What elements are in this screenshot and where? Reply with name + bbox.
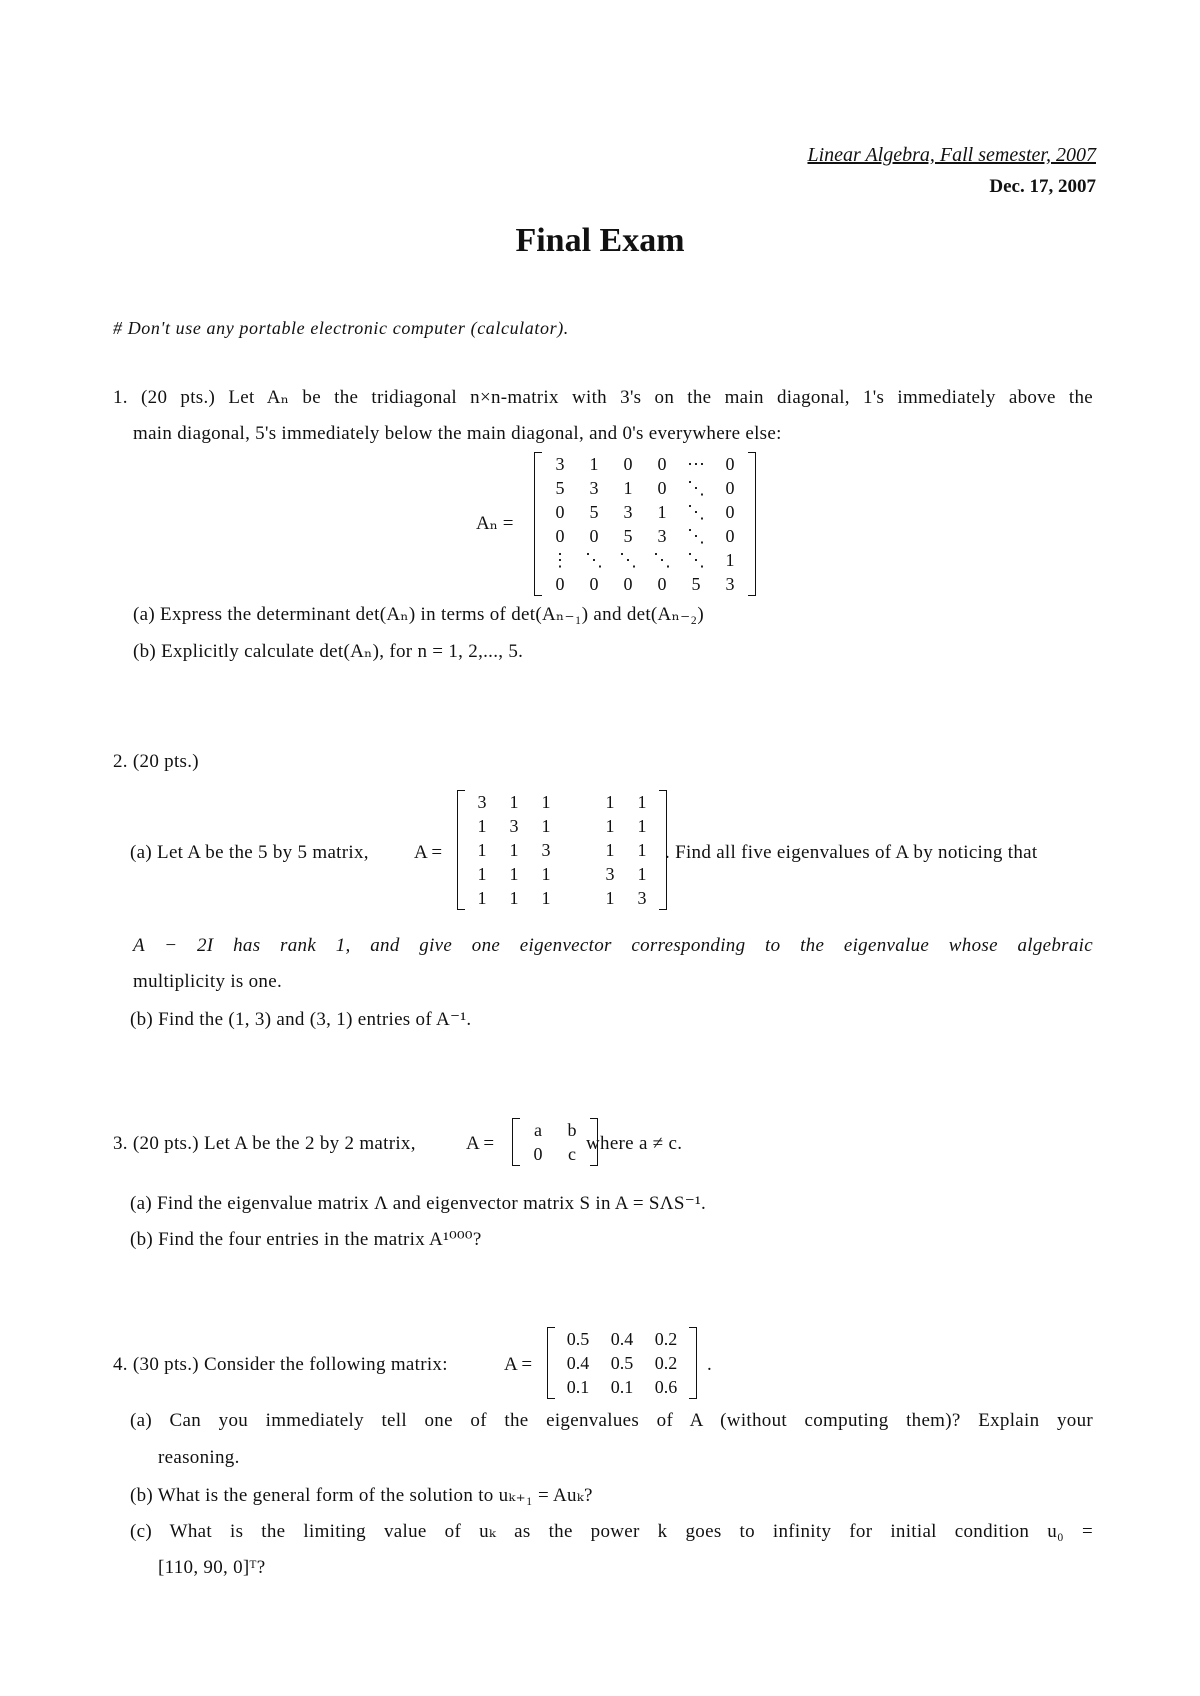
- matrix-cell: 1: [637, 792, 647, 812]
- q2-matrix-table: [466, 790, 658, 910]
- matrix-cell: 1: [623, 478, 633, 498]
- q1-line1: 1. (20 pts.) Let Aₙ be the tridiagonal n×n-matrix with 3's on the main diagonal, 1's immediately above the: [113, 387, 1093, 408]
- q4-matrix: [556, 1327, 688, 1405]
- course-title: Linear Algebra, Fall semester, 2007: [807, 144, 1096, 166]
- matrix-cell: ⋱: [585, 550, 603, 570]
- q2-matrix: [466, 790, 658, 916]
- matrix-cell: 0: [555, 502, 565, 522]
- q3-matrix: [521, 1118, 589, 1172]
- matrix-cell: 5: [555, 478, 565, 498]
- q3-part-a: (a) Find the eigenvalue matrix Λ and eigenvector matrix S in A = SΛS⁻¹.: [130, 1193, 707, 1214]
- matrix-cell: 1: [605, 792, 615, 812]
- matrix-row: [466, 838, 658, 862]
- matrix-row: [521, 1118, 589, 1142]
- matrix-cell: 0.6: [654, 1377, 678, 1397]
- matrix-cell: ⋮: [551, 550, 569, 570]
- matrix-cell: a: [534, 1120, 542, 1140]
- matrix-cell: [562, 838, 594, 862]
- matrix-cell: 0: [555, 526, 565, 546]
- q2-part-a-pre: (a) Let A be the 5 by 5 matrix,: [130, 842, 369, 863]
- q4-matrix-table: [556, 1327, 688, 1399]
- q1-line2: main diagonal, 5's immediately below the main diagonal, and 0's everywhere else:: [133, 423, 782, 444]
- q2-line3: multiplicity is one.: [133, 971, 283, 992]
- matrix-cell: ⋱: [687, 526, 705, 546]
- matrix-cell: 0: [657, 454, 667, 474]
- matrix-cell: 0: [533, 1144, 543, 1164]
- q4-part-c-line1: (c) What is the limiting value of uₖ as the power k goes to infinity for initial condition u₀ =: [130, 1521, 1093, 1542]
- q4-part-b: (b) What is the general form of the solution to uₖ₊₁ = Auₖ?: [130, 1485, 593, 1506]
- matrix-row: [466, 790, 658, 814]
- matrix-cell: 1: [541, 864, 551, 884]
- matrix-cell: 3: [509, 816, 519, 836]
- matrix-row: [466, 862, 658, 886]
- matrix-cell: 0.5: [610, 1353, 634, 1373]
- matrix-cell: ⋱: [687, 478, 705, 498]
- matrix-cell: 1: [477, 840, 487, 860]
- matrix-cell: [562, 862, 594, 886]
- matrix-cell: 5: [691, 574, 701, 594]
- matrix-cell: ⋱: [687, 502, 705, 522]
- matrix-row: [556, 1375, 688, 1399]
- matrix-cell: 0.5: [566, 1329, 590, 1349]
- matrix-cell: 1: [509, 792, 519, 812]
- matrix-cell: 0: [623, 574, 633, 594]
- matrix-cell: 1: [605, 888, 615, 908]
- matrix-cell: 1: [605, 816, 615, 836]
- q3-matrix-table: [521, 1118, 589, 1166]
- bracket-left: [457, 790, 465, 910]
- matrix-cell: 0: [589, 526, 599, 546]
- matrix-row: [543, 548, 747, 572]
- matrix-cell: 0: [725, 454, 735, 474]
- matrix-cell: 0: [657, 478, 667, 498]
- q2-matrix-label: A =: [414, 842, 443, 863]
- matrix-cell: 3: [623, 502, 633, 522]
- matrix-row: [543, 524, 747, 548]
- matrix-cell: 1: [509, 864, 519, 884]
- matrix-cell: ⋱: [687, 550, 705, 570]
- instruction-note: # Don't use any portable electronic computer (calculator).: [113, 318, 569, 338]
- q3-matrix-label: A =: [466, 1133, 495, 1154]
- matrix-cell: 0: [725, 502, 735, 522]
- matrix-cell: 1: [541, 888, 551, 908]
- matrix-cell: 0.1: [566, 1377, 590, 1397]
- exam-date: Dec. 17, 2007: [989, 176, 1096, 197]
- q4-part-a-line1: (a) Can you immediately tell one of the eigenvalues of A (without computing them)? Explain your: [130, 1410, 1093, 1431]
- matrix-cell: 3: [637, 888, 647, 908]
- matrix-cell: 5: [589, 502, 599, 522]
- matrix-cell: 0.4: [610, 1329, 634, 1349]
- q1-matrix: [543, 452, 747, 602]
- page-title: Final Exam: [515, 222, 685, 259]
- matrix-cell: 1: [509, 888, 519, 908]
- bracket-right: [689, 1327, 697, 1399]
- matrix-row: [543, 476, 747, 500]
- matrix-cell: 0: [725, 526, 735, 546]
- matrix-cell: 1: [637, 840, 647, 860]
- q1-part-b: (b) Explicitly calculate det(Aₙ), for n = 1, 2,..., 5.: [133, 641, 524, 662]
- matrix-cell: 1: [725, 550, 735, 570]
- bracket-left: [534, 452, 542, 596]
- q4-matrix-label: A =: [504, 1354, 533, 1375]
- matrix-cell: 0: [589, 574, 599, 594]
- q1-part-a: (a) Express the determinant det(Aₙ) in terms of det(Aₙ₋₁) and det(Aₙ₋₂): [133, 604, 704, 625]
- matrix-cell: [562, 790, 594, 814]
- matrix-cell: 1: [657, 502, 667, 522]
- matrix-cell: b: [567, 1120, 577, 1140]
- matrix-cell: 3: [589, 478, 599, 498]
- matrix-row: [543, 572, 747, 596]
- q3-line1-post: where a ≠ c.: [586, 1133, 683, 1154]
- q2-heading: 2. (20 pts.): [113, 751, 199, 772]
- matrix-cell: ⋱: [653, 550, 671, 570]
- matrix-cell: ⋯: [687, 454, 705, 474]
- matrix-cell: 1: [589, 454, 599, 474]
- matrix-cell: 0.4: [566, 1353, 590, 1373]
- matrix-cell: 5: [623, 526, 633, 546]
- matrix-cell: 3: [541, 840, 551, 860]
- matrix-row: [556, 1327, 688, 1351]
- matrix-row: [543, 452, 747, 476]
- matrix-row: [466, 814, 658, 838]
- q4-part-c-line2: [110, 90, 0]ᵀ?: [158, 1557, 266, 1578]
- q1-matrix-label: Aₙ =: [476, 513, 514, 534]
- matrix-cell: 3: [657, 526, 667, 546]
- bracket-left: [547, 1327, 555, 1399]
- matrix-cell: 0.2: [654, 1329, 678, 1349]
- q2-part-a-post: . Find all five eigenvalues of A by noticing that: [665, 842, 1038, 863]
- matrix-cell: c: [568, 1144, 576, 1164]
- q2-line2: A − 2I has rank 1, and give one eigenvector corresponding to the eigenvalue whose algebraic: [133, 935, 1093, 956]
- matrix-cell: 1: [605, 840, 615, 860]
- matrix-cell: 1: [509, 840, 519, 860]
- q4-part-a-line2: reasoning.: [158, 1447, 240, 1468]
- matrix-row: [543, 500, 747, 524]
- q3-part-b: (b) Find the four entries in the matrix A¹⁰⁰⁰?: [130, 1229, 482, 1250]
- bracket-left: [512, 1118, 520, 1166]
- q4-line1-pre: 4. (30 pts.) Consider the following matrix:: [113, 1354, 448, 1375]
- matrix-cell: 1: [637, 816, 647, 836]
- matrix-row: [466, 886, 658, 910]
- matrix-cell: 1: [477, 864, 487, 884]
- matrix-cell: 0: [657, 574, 667, 594]
- matrix-cell: 3: [605, 864, 615, 884]
- matrix-cell: 3: [477, 792, 487, 812]
- matrix-cell: ⋱: [619, 550, 637, 570]
- matrix-cell: [562, 814, 594, 838]
- matrix-row: [556, 1351, 688, 1375]
- matrix-cell: 0.1: [610, 1377, 634, 1397]
- matrix-cell: 1: [541, 816, 551, 836]
- q4-line1-post: .: [707, 1354, 713, 1375]
- matrix-cell: 0: [725, 478, 735, 498]
- q3-line1-pre: 3. (20 pts.) Let A be the 2 by 2 matrix,: [113, 1133, 416, 1154]
- matrix-cell: 1: [541, 792, 551, 812]
- matrix-cell: 1: [477, 888, 487, 908]
- q2-part-b: (b) Find the (1, 3) and (3, 1) entries of A⁻¹.: [130, 1009, 472, 1030]
- matrix-cell: 0: [623, 454, 633, 474]
- matrix-cell: 0.2: [654, 1353, 678, 1373]
- matrix-row: [521, 1142, 589, 1166]
- matrix-cell: 3: [555, 454, 565, 474]
- matrix-cell: [562, 886, 594, 910]
- matrix-cell: 0: [555, 574, 565, 594]
- matrix-cell: 1: [477, 816, 487, 836]
- bracket-right: [748, 452, 756, 596]
- q1-matrix-table: [543, 452, 747, 596]
- matrix-cell: 1: [637, 864, 647, 884]
- matrix-cell: 3: [725, 574, 735, 594]
